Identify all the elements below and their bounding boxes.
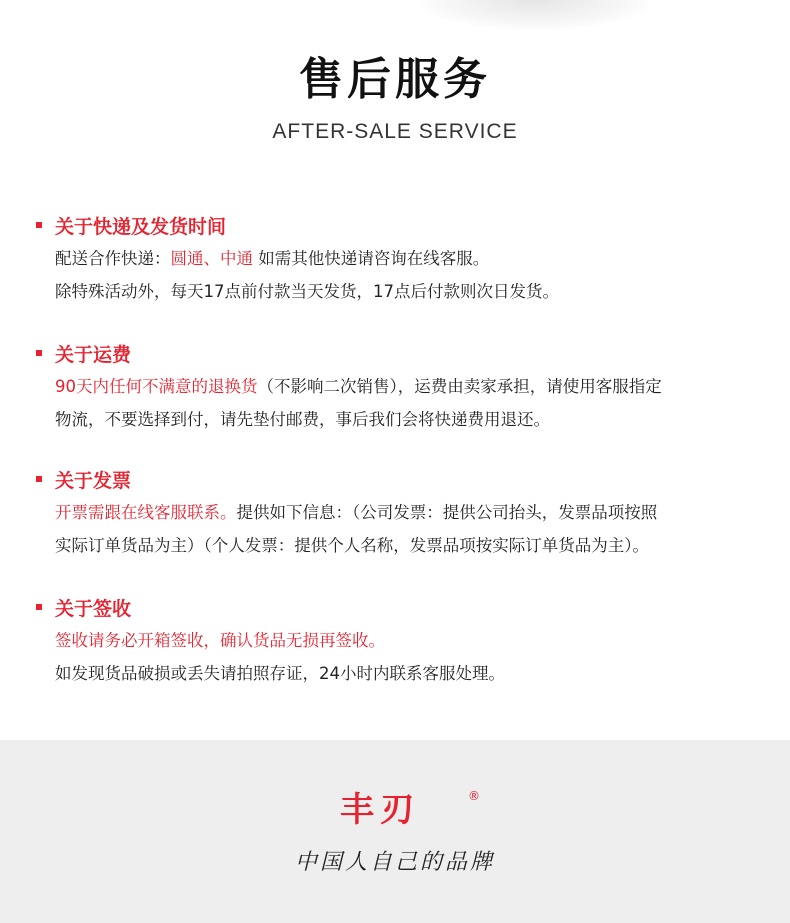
line-text: （不影响二次销售），运费由卖家承担，请使用客服指定 [257, 377, 662, 396]
section-line [55, 242, 770, 275]
brand-logo-text: 丰刃 [340, 790, 420, 828]
section-title: 关于签收 [55, 598, 132, 620]
section-header [55, 340, 770, 370]
line-text: 物流，不要选择到付，请先垫付邮费，事后我们会将快递费用退还。 [55, 410, 550, 429]
section-header [55, 466, 770, 496]
highlight-text: 圆通、中通 [170, 249, 253, 268]
section-title: 关于运费 [55, 344, 132, 366]
brand-slogan: 中国人自己的品牌 [294, 850, 495, 875]
square-bullet-icon [36, 350, 42, 356]
highlight-text: 开票需跟在线客服联系。 [55, 503, 237, 522]
section-line [55, 624, 770, 657]
section-shipping [0, 212, 790, 308]
square-bullet-icon [36, 604, 42, 610]
section-line [55, 496, 770, 529]
section-title: 关于发票 [55, 470, 132, 492]
highlight-text: 90天内任何不满意的退换货 [55, 377, 258, 396]
service-sections [0, 212, 790, 722]
section-line [55, 403, 770, 436]
section-header [55, 594, 770, 624]
page-header [0, 50, 790, 144]
square-bullet-icon [36, 222, 42, 228]
registered-mark: ® [468, 789, 480, 803]
section-invoice [0, 466, 790, 562]
line-text: 实际订单货品为主）（个人发票：提供个人名称，发票品项按实际订单货品为主）。 [55, 536, 649, 555]
section-line [55, 275, 770, 308]
brand-logo [340, 788, 480, 828]
brand-footer [0, 740, 790, 923]
line-text: 提供如下信息：（公司发票：提供公司抬头，发票品项按照 [236, 503, 658, 522]
section-title: 关于快递及发货时间 [55, 216, 227, 238]
line-text: 配送合作快递： [55, 249, 171, 268]
square-bullet-icon [36, 476, 42, 482]
top-decorative-shadow [420, 0, 650, 30]
page-subtitle: AFTER-SALE SERVICE [272, 120, 518, 143]
section-freight [0, 340, 790, 436]
section-line [55, 370, 770, 403]
section-line [55, 657, 770, 690]
line-text: 除特殊活动外，每天17点前付款当天发货，17点后付款则次日发货。 [55, 282, 559, 301]
section-receipt [0, 594, 790, 690]
line-text: 如发现货品破损或丢失请拍照存证，24小时内联系客服处理。 [55, 664, 505, 683]
line-text: 如需其他快递请咨询在线客服。 [253, 249, 490, 268]
section-header [55, 212, 770, 242]
highlight-text: 签收请务必开箱签收，确认货品无损再签收。 [55, 631, 385, 650]
section-line [55, 529, 770, 562]
page-title: 售后服务 [299, 54, 491, 105]
